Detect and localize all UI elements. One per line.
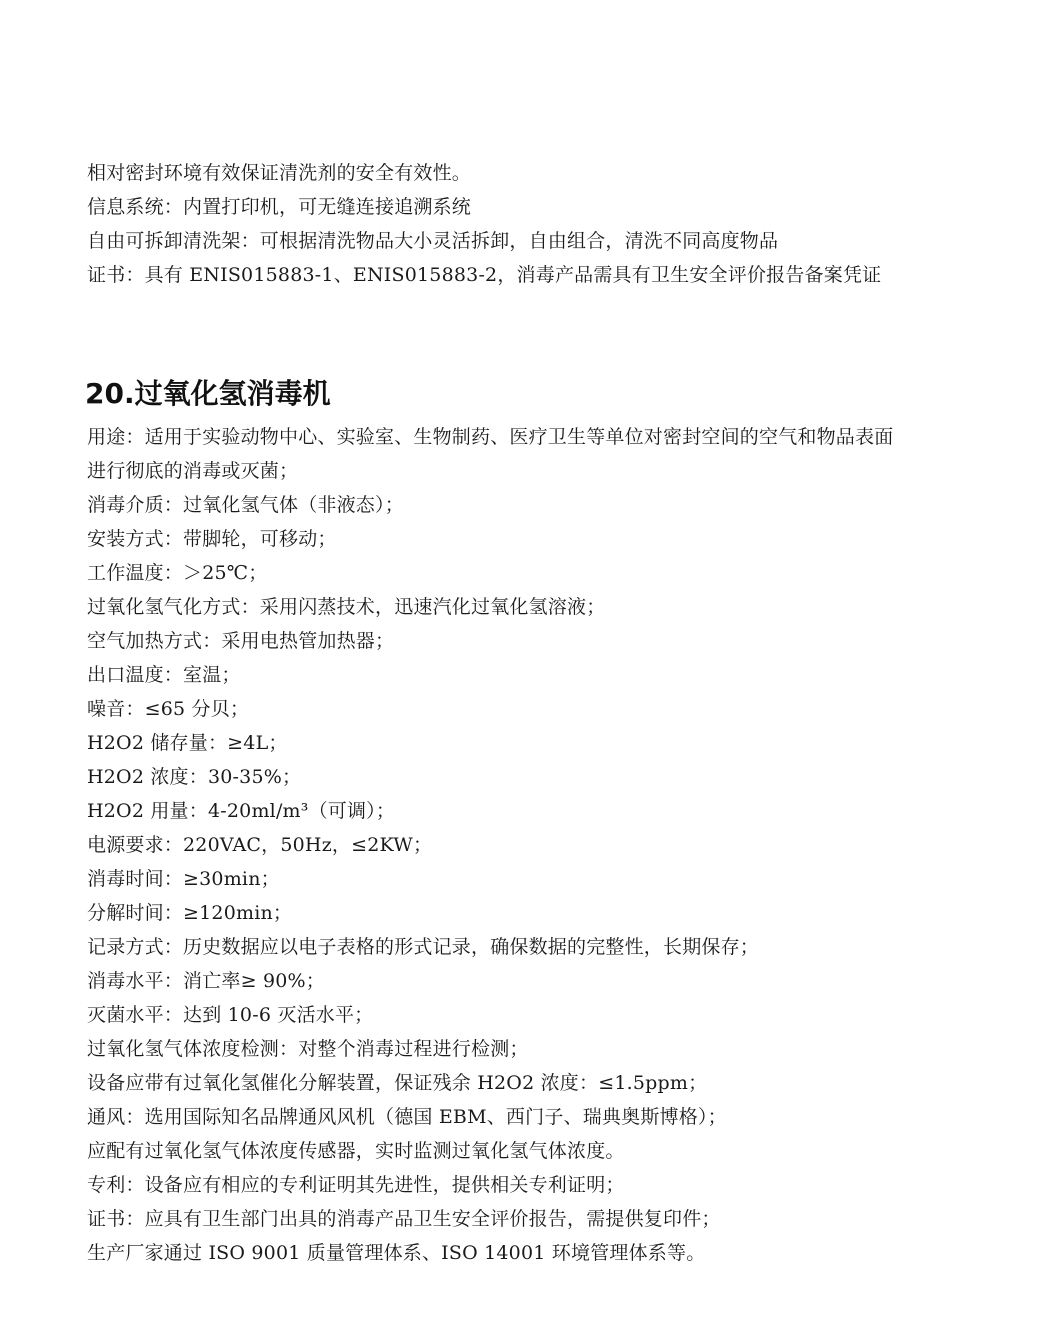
- text-line: 信息系统：内置打印机，可无缝连接追溯系统: [87, 196, 472, 218]
- spec-line: 出口温度：室温；: [87, 664, 241, 686]
- text-line: 证书：具有 ENIS015883-1、ENIS015883-2，消毒产品需具有卫生安全评价报告备案凭证: [87, 264, 882, 286]
- spec-line: H2O2 浓度：30-35%；: [87, 766, 302, 788]
- spec-line: 通风：选用国际知名品牌通风风机（德国 EBM、西门子、瑞典奥斯博格）；: [87, 1106, 727, 1128]
- spec-line: 安装方式：带脚轮，可移动；: [87, 528, 337, 550]
- spec-line: 证书：应具有卫生部门出具的消毒产品卫生安全评价报告，需提供复印件；: [87, 1208, 721, 1230]
- spec-line: 工作温度：＞25℃；: [87, 562, 268, 584]
- spec-line: H2O2 用量：4-20ml/m³（可调）；: [87, 800, 396, 822]
- spec-list: [87, 420, 987, 1270]
- spec-line: 消毒水平：消亡率≥ 90%；: [87, 970, 325, 992]
- spec-line: H2O2 储存量：≥4L；: [87, 732, 288, 754]
- section-heading: 20.过氧化氢消毒机: [85, 377, 331, 410]
- spec-line: 消毒时间：≥30min；: [87, 868, 280, 890]
- spec-line: 用途：适用于实验动物中心、实验室、生物制药、医疗卫生等单位对密封空间的空气和物品表面: [87, 426, 894, 448]
- spec-line: 电源要求：220VAC，50Hz，≤2KW；: [87, 834, 433, 856]
- spec-line: 应配有过氧化氢气体浓度传感器，实时监测过氧化氢气体浓度。: [87, 1140, 625, 1162]
- spec-line: 记录方式：历史数据应以电子表格的形式记录，确保数据的完整性，长期保存；: [87, 936, 760, 958]
- spec-line: 设备应带有过氧化氢催化分解装置，保证残余 H2O2 浓度：≤1.5ppm；: [87, 1072, 708, 1094]
- text-line: 自由可拆卸清洗架：可根据清洗物品大小灵活拆卸，自由组合，清洗不同高度物品: [87, 230, 779, 252]
- continuation-text: [87, 156, 987, 292]
- spec-line: 进行彻底的消毒或灭菌；: [87, 460, 299, 482]
- text-line: 相对密封环境有效保证清洗剂的安全有效性。: [87, 162, 472, 184]
- spec-line: 过氧化氢气化方式：采用闪蒸技术，迅速汽化过氧化氢溶液；: [87, 596, 606, 618]
- spec-line: 分解时间：≥120min；: [87, 902, 293, 924]
- spec-line: 专利：设备应有相应的专利证明其先进性，提供相关专利证明；: [87, 1174, 625, 1196]
- spec-line: 空气加热方式：采用电热管加热器；: [87, 630, 395, 652]
- spec-line: 灭菌水平：达到 10-6 灭活水平；: [87, 1004, 374, 1026]
- spec-line: 消毒介质：过氧化氢气体（非液态）；: [87, 494, 404, 516]
- spec-line: 生产厂家通过 ISO 9001 质量管理体系、ISO 14001 环境管理体系等。: [87, 1242, 706, 1264]
- spec-line: 噪音：≤65 分贝；: [87, 698, 250, 720]
- spec-line: 过氧化氢气体浓度检测：对整个消毒过程进行检测；: [87, 1038, 529, 1060]
